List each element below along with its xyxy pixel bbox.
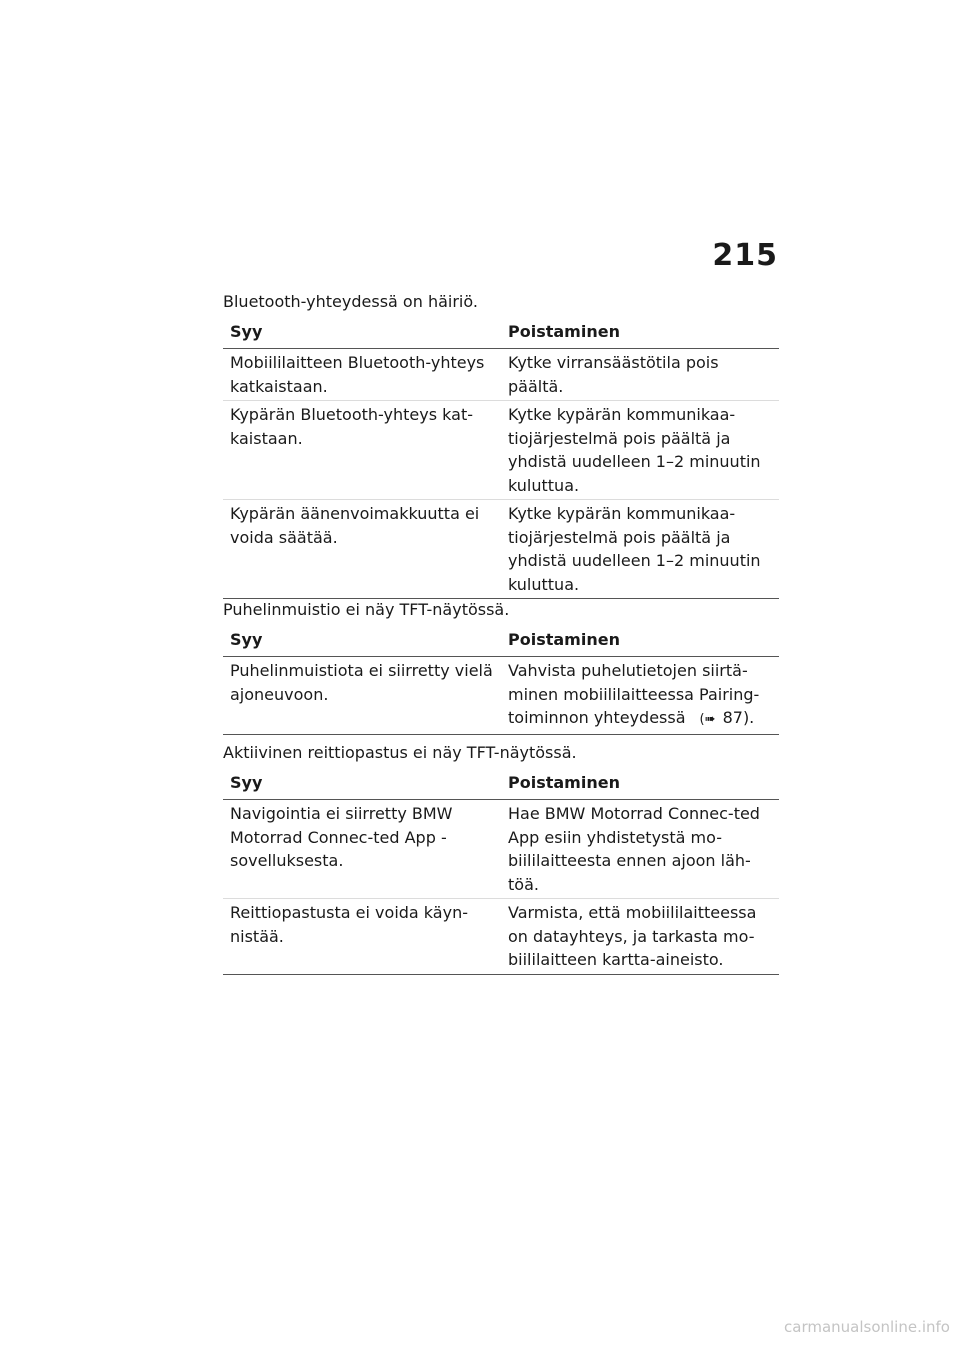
table-header-row <box>223 318 779 349</box>
table-row <box>223 657 779 735</box>
arrow-right-icon: (➠ <box>699 712 716 727</box>
table-row <box>223 800 779 899</box>
remedy-cell: Kytke kypärän kommunikaa-tiojärjestelmä pois päältä ja yhdistä uudelleen 1–2 minuutin kuluttua. <box>508 405 761 495</box>
cause-cell: Reittiopastusta ei voida käyn-nistää. <box>230 903 468 946</box>
section-bluetooth <box>223 290 779 599</box>
table-row <box>223 349 779 401</box>
troubleshooting-table <box>223 626 779 735</box>
section-intro: Aktiivinen reittiopastus ei näy TFT-näytössä. <box>223 743 577 762</box>
remedy-cell: Kytke virransäästötila pois päältä. <box>508 353 719 396</box>
remedy-text: Vahvista puhelutietojen siirtä-minen mobiililaitteessa Pairing-toiminnon yhteydessä <box>508 661 760 727</box>
cause-cell: Mobiililaitteen Bluetooth-yhteys katkaistaan. <box>230 353 485 396</box>
header-cause: Syy <box>230 773 263 792</box>
header-cause: Syy <box>230 322 263 341</box>
table-row <box>223 899 779 975</box>
table-row <box>223 401 779 500</box>
table-row <box>223 500 779 599</box>
cause-cell: Navigointia ei siirretty BMW Motorrad Connec-ted App -sovelluksesta. <box>230 804 453 870</box>
troubleshooting-table <box>223 318 779 599</box>
section-navigation <box>223 741 779 975</box>
remedy-cell <box>501 657 779 735</box>
remedy-cell: Hae BMW Motorrad Connec-ted App esiin yhdistetystä mo-biililaitteesta ennen ajoon läh-töä. <box>508 804 760 894</box>
section-phonebook <box>223 598 779 735</box>
section-intro: Bluetooth-yhteydessä on häiriö. <box>223 292 478 311</box>
header-cause: Syy <box>230 630 263 649</box>
watermark: carmanualsonline.info <box>784 1318 950 1336</box>
cause-cell: Kypärän äänenvoimakkuutta ei voida säätää. <box>230 504 480 547</box>
cause-cell: Puhelinmuistiota ei siirretty vielä ajoneuvoon. <box>230 661 493 704</box>
table-header-row <box>223 626 779 657</box>
remedy-cell: Kytke kypärän kommunikaa-tiojärjestelmä pois päältä ja yhdistä uudelleen 1–2 minuutin kuluttua. <box>508 504 761 594</box>
remedy-cell: Varmista, että mobiililaitteessa on datayhteys, ja tarkasta mo-biililaitteen kartta-aineisto. <box>508 903 757 969</box>
header-remedy: Poistaminen <box>508 773 620 792</box>
page-number: 215 <box>712 238 778 273</box>
page-reference[interactable]: 87). <box>722 708 755 727</box>
cause-cell: Kypärän Bluetooth-yhteys kat-kaistaan. <box>230 405 473 448</box>
section-intro: Puhelinmuistio ei näy TFT-näytössä. <box>223 600 510 619</box>
troubleshooting-table <box>223 769 779 975</box>
header-remedy: Poistaminen <box>508 322 620 341</box>
header-remedy: Poistaminen <box>508 630 620 649</box>
table-header-row <box>223 769 779 800</box>
